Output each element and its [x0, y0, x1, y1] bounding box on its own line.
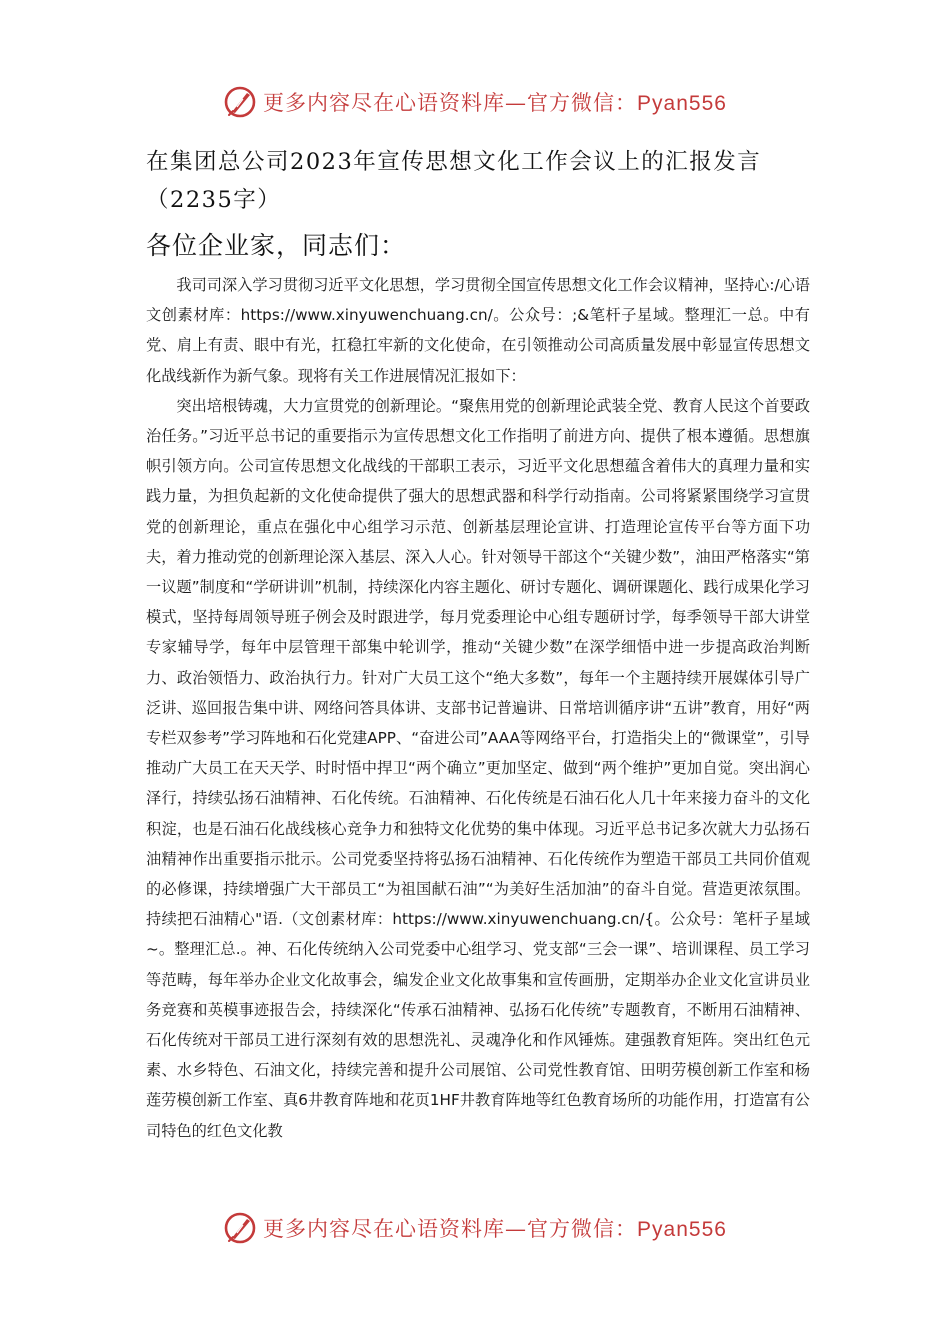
paragraph: 突出培根铸魂，大力宣贯党的创新理论。“聚焦用党的创新理论武装全党、教育人民这个首要政治任务。”习近平总书记的重要指示为宣传思想文化工作指明了前进方向、提供了根本遵循。思想旗帜引领方向。公司宣传思想文化战线的干部职工表示，习近平文化思想蕴含着伟大的真理力量和实践力量，为担负起新的文化使命提供了强大的思想武器和科学行动指南。公司将紧紧围绕学习宣贯党的创新理论，重点在强化中心组学习示范、创新基层理论宣讲、打造理论宣传平台等方面下功夫，着力推动党的创新理论深入基层、深入人心。针对领导干部这个“关键少数”，油田严格落实“第一议题”制度和“学研讲训”机制，持续深化内容主题化、研讨专题化、调研课题化、践行成果化学习模式，坚持每周领导班子例会及时跟进学，每月党委理论中心组专题研讨学，每季领导干部大讲堂专家辅导学，每年中层管理干部集中轮训学，推动“关键少数”在深学细悟中进一步提高政治判断力、政治领悟力、政治执行力。针对广大员工这个“绝大多数”，每年一个主题持续开展媒体引导广泛讲、巡回报告集中讲、网络问答具体讲、支部书记普遍讲、日常培训循序讲“五讲”教育，用好“两专栏双参考”学习阵地和石化党建APP、“奋进公司”AAA等网络平台，打造指尖上的“微课堂”，引导推动广大员工在天天学、时时悟中捍卫“两个确立”更加坚定、做到“两个维护”更加自觉。突出润心泽行，持续弘扬石油精神、石化传统。石油精神、石化传统是石油石化人几十年来接力奋斗的文化积淀，也是石油石化战线核心竞争力和独特文化优势的集中体现。习近平总书记多次就大力弘扬石油精神作出重要指示批示。公司党委坚持将弘扬石油精神、石化传统作为塑造干部员工共同价值观的必修课，持续增强广大干部员工“为祖国献石油”“为美好生活加油”的奋斗自觉。营造更浓氛围。持续把石油精心"语.（文创素材库：https://www.xinyuwenchuang.cn/{。公众号：笔杆子星域~。整理汇总.。神、石化传统纳入公司党委中心组学习、党支部“三会一课”、培训课程、员工学习等范畴，每年举办企业文化故事会，编发企业文化故事集和宣传画册，定期举办企业文化宣讲员业务竞赛和英模事迹报告会，持续深化“传承石油精神、弘扬石化传统”专题教育，不断用石油精神、石化传统对干部员工进行深刻有效的思想洗礼、灵魂净化和作风锤炼。建强教育矩阵。突出红色元素、水乡特色、石油文化，持续完善和提升公司展馆、公司党性教育馆、田明劳模创新工作室和杨莲劳模创新工作室、真6井教育阵地和花页1HF井教育阵地等红色教育场所的功能作用，打造富有公司特色的红色文化教: [146, 396, 810, 1140]
banner-label: 更多内容尽在心语资料库—官方微信：: [263, 91, 638, 115]
document-title: 在集团总公司2023年宣传思想文化工作会议上的汇报发言（2235字）: [146, 149, 762, 213]
document-body: [146, 270, 810, 1146]
paragraph: 我司司深入学习贯彻习近平文化思想，学习贯彻全国宣传思想文化工作会议精神，坚持心:/心语文创素材库：https://www.xinyuwenchuang.cn/。公众号：;&笔杆子星域。整理汇一总。中有党、肩上有责、眼中有光，扛稳扛牢新的文化使命，在引领推动公司高质量发展中彰显宣传思想文化战线新作为新气象。现将有关工作进展情况汇报如下：: [146, 276, 810, 385]
banner-label: 更多内容尽在心语资料库—官方微信：: [263, 1217, 638, 1241]
quill-pen-logo-icon: [223, 85, 257, 119]
quill-pen-logo-icon: [223, 1211, 257, 1245]
greeting: 各位企业家，同志们：: [146, 231, 407, 260]
header-banner: [0, 82, 950, 122]
banner-text: [263, 1213, 727, 1243]
wechat-id: Pyan556: [637, 1218, 727, 1241]
wechat-id: Pyan556: [637, 92, 727, 115]
footer-banner: [0, 1208, 950, 1248]
banner-text: [263, 87, 727, 117]
